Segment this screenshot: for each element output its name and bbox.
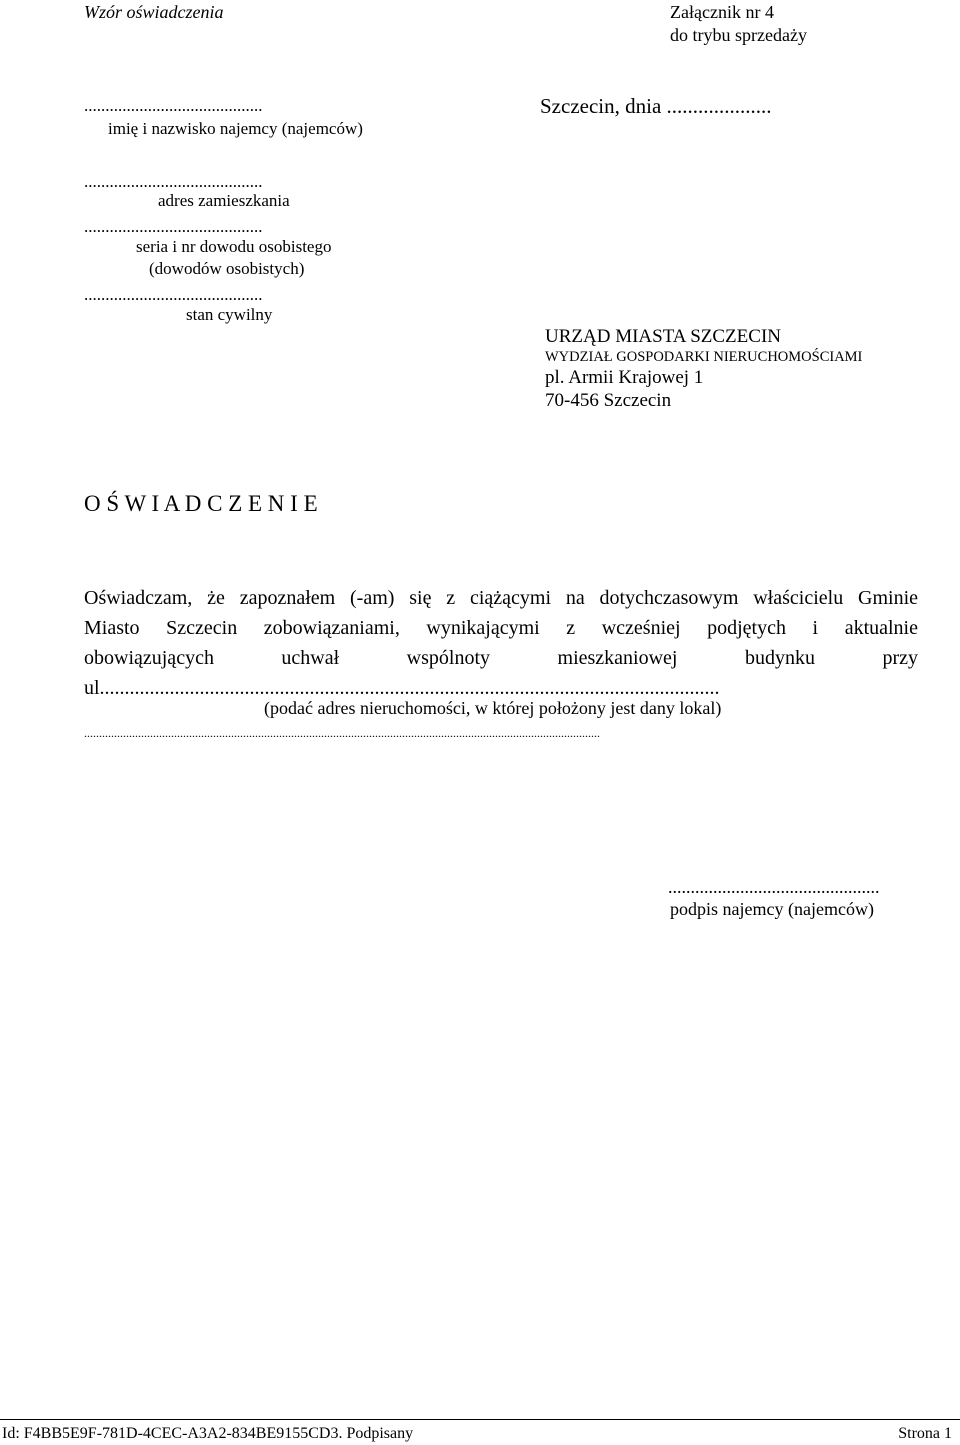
place-date: Szczecin, dnia .................... [540,94,772,118]
statement-line: obowiązujących uchwał wspólnoty mieszkaniowej budynku przy [84,647,918,669]
address-label: adres zamieszkania [158,191,290,210]
address-dots: .......................................... [84,172,263,191]
statement-body [84,583,918,703]
document-id: Id: F4BB5E9F-781D-4CEC-A3A2-834BE9155CD3. Podpisany [2,1425,414,1442]
id-label-line1: seria i nr dowodu osobistego [136,237,332,256]
document-title: O Ś W I A D C Z E N I E [84,491,318,516]
recipient-department: WYDZIAŁ GOSPODARKI NIERUCHOMOŚCIAMI [545,349,863,365]
civil-status-dots: .......................................... [84,285,263,304]
statement-line: Miasto Szczecin zobowiązaniami, wynikającymi z wcześniej podjętych i aktualnie [84,617,918,639]
address-hint: (podać adres nieruchomości, w której położony jest dany lokal) [264,698,722,718]
name-label: imię i nazwisko najemcy (najemców) [108,119,363,138]
recipient-office: URZĄD MIASTA SZCZECIN [545,326,781,347]
signature-dots: ............................................... [668,877,880,897]
recipient-street: pl. Armii Krajowej 1 [545,367,704,388]
name-dots: .......................................... [84,96,263,115]
signature-label: podpis najemcy (najemców) [670,899,874,919]
id-dots: .......................................... [84,217,263,236]
page-footer [0,1419,960,1445]
recipient-city: 70-456 Szczecin [545,390,672,411]
street-dots-line: ul............................................................................................................................ [84,677,720,699]
page-number: Strona 1 [898,1425,952,1442]
statement-line: Oświadczam, że zapoznałem (-am) się z ciążącymi na dotychczasowym właścicielu Gminie [84,587,918,609]
civil-status-label: stan cywilny [186,305,273,324]
id-label-line2: (dowodów osobistych) [149,259,305,278]
attachment-procedure: do trybu sprzedaży [670,25,807,45]
form-name: Wzór oświadczenia [84,2,224,22]
attachment-number: Załącznik nr 4 [670,2,774,22]
address-dots-line: ............................................................................................................................................................................ [84,726,600,740]
